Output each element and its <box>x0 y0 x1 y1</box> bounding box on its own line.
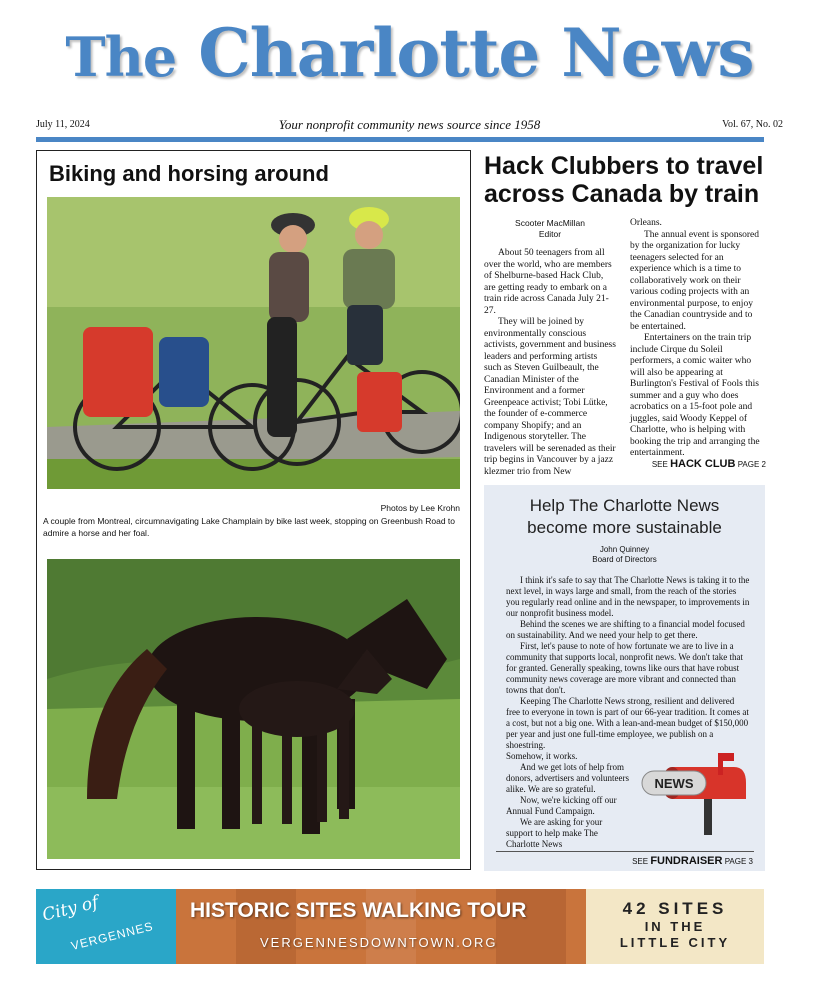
ad-city-of: City of <box>40 892 101 926</box>
photo-credit: Photos by Lee Krohn <box>380 503 460 513</box>
sustainability-headline <box>484 495 765 539</box>
sustain-paragraph: We are asking for your support to help make The Charlotte News <box>506 817 603 849</box>
jump-section: HACK CLUB <box>670 458 736 470</box>
ad-city-name: VERGENNES <box>69 919 155 953</box>
headline-line-1: Help The Charlotte News <box>529 496 720 515</box>
sustain-paragraph: And we get lots of help from donors, advertisers and volunteers alike. We are so grateful. <box>506 762 629 794</box>
headline-line-2: become more sustainable <box>527 518 722 537</box>
byline-title: Board of Directors <box>592 555 657 564</box>
article-paragraph: About 50 teenagers from all over the world, who are members of Shelburne-based Hack Club, are getting ready to embark on a train ride across Canada July 21-27. <box>484 248 612 316</box>
byline-name: John Quinney <box>599 545 650 554</box>
volume-number: Vol. 67, No. 02 <box>722 119 783 130</box>
horse-illustration <box>47 559 460 859</box>
ad-sites-panel <box>586 889 764 964</box>
sustain-paragraph: Behind the scenes we are shifting to a financial model focused on sustainability. And we need your help to get there. <box>506 619 745 640</box>
mailbox-label: NEWS <box>654 776 694 791</box>
article-paragraph: They will be joined by environmentally conscious activists, government and business leaders and performing artists such as Steven Guilbeault, the Canadian Minister of the Environment and a former Greenpeace activist; Tobi Lütke, the founder of e-commerce company Shopify; and an Indigenous storyteller. The travelers will be serenaded as their trip begins in Vancouver by a jazz klezmer trio from New <box>484 317 616 477</box>
article-paragraph: The annual event is sponsored by the organization for lucky teenagers selected for an experience which is a time to collaboratively work on their various coding projects with an environmental purpose, to enjoy the Canadian countryside and to be entertained. <box>630 229 760 332</box>
title-name: Charlotte News <box>198 14 754 92</box>
byline-title: Editor <box>538 229 562 239</box>
jump-page: PAGE 3 <box>724 857 753 866</box>
article-column-1 <box>484 218 616 478</box>
jump-line-hack-club[interactable] <box>652 458 766 470</box>
issue-date: July 11, 2024 <box>36 119 90 130</box>
sustain-divider <box>496 851 754 852</box>
jump-section: FUNDRAISER <box>650 855 723 867</box>
masthead <box>0 0 819 112</box>
dateline <box>36 117 783 133</box>
ad-url[interactable]: VERGENNESDOWNTOWN.ORG <box>260 935 498 950</box>
photo-feature-heading: Biking and horsing around <box>49 161 329 186</box>
sustain-paragraph: Keeping The Charlotte News strong, resilient and delivered free to everyone in town is part of our 66-year tradition. It comes at a cost, but not a big one. With a lean-and-mean budget of $150,000 per year and just one full-time employee, we publish on a shoestring. <box>506 696 749 750</box>
masthead-rule <box>36 137 764 142</box>
ad-city-logo <box>36 889 176 964</box>
horse-photo <box>47 559 460 859</box>
sustain-paragraph: Somehow, it works. <box>506 751 578 761</box>
title-the: The <box>65 25 177 89</box>
article-paragraph: Entertainers on the train trip include Cirque du Soleil performers, a comic waiter who will also be appearing at Burlington's Festival of Fools this summer and a guy who does acrobatics on a 15-foot pole and juggles, said Woody Keppel of Charlotte, who is helping with booking the trip and arranging the entertainment. <box>630 333 760 458</box>
jump-see: SEE <box>651 460 668 469</box>
byline-name: Scooter MacMillan <box>515 218 585 228</box>
sustain-paragraph: First, let's pause to note of how fortunate we are to live in a community that supports local, nonprofit news. We don't take that for granted. Generally speaking, towns like ours that have robust community news coverage are more vibrant and connected than towns that don't. <box>506 641 743 695</box>
sustainability-box <box>484 485 765 871</box>
article-headline: Hack Clubbers to travel across Canada by train <box>484 152 764 208</box>
photo-feature <box>36 150 471 870</box>
sustain-narrow-column <box>506 762 631 850</box>
jump-page: PAGE 2 <box>737 460 766 469</box>
jump-see: SEE <box>632 857 649 866</box>
ad-sites-line2: IN THE <box>644 919 706 934</box>
ad-title: HISTORIC SITES WALKING TOUR <box>190 899 527 922</box>
tagline: Your nonprofit community news source since 1958 <box>278 117 541 132</box>
cyclists-photo <box>47 197 460 489</box>
cyclists-illustration <box>47 197 460 489</box>
sustain-paragraph: I think it's safe to say that The Charlotte News is taking it to the next level, in ways large and small, from the reach of the stories you regularly read online and in the newspaper, to improvements in our nonprofit business model. <box>506 575 750 618</box>
jump-line-fundraiser[interactable] <box>632 855 753 867</box>
sustain-paragraph: Now, we're kicking off our Annual Fund Campaign. <box>506 795 617 816</box>
mailbox-graphic <box>638 747 750 835</box>
hack-club-article <box>484 152 766 477</box>
vergennes-ad-banner[interactable] <box>36 889 764 964</box>
newspaper-title <box>0 14 819 92</box>
photo-caption: A couple from Montreal, circumnavigating Lake Champlain by bike last week, stopping on Greenbush Road to admire a horse and her foal. <box>43 516 456 538</box>
sustainability-byline <box>484 545 765 565</box>
article-paragraph: Orleans. <box>630 218 662 228</box>
article-column-2 <box>630 218 762 460</box>
article-byline <box>484 218 616 240</box>
ad-sites-line3: LITTLE CITY <box>619 935 731 950</box>
ad-sites-count: 42 SITES <box>622 899 728 918</box>
mailbox-icon <box>638 747 750 835</box>
